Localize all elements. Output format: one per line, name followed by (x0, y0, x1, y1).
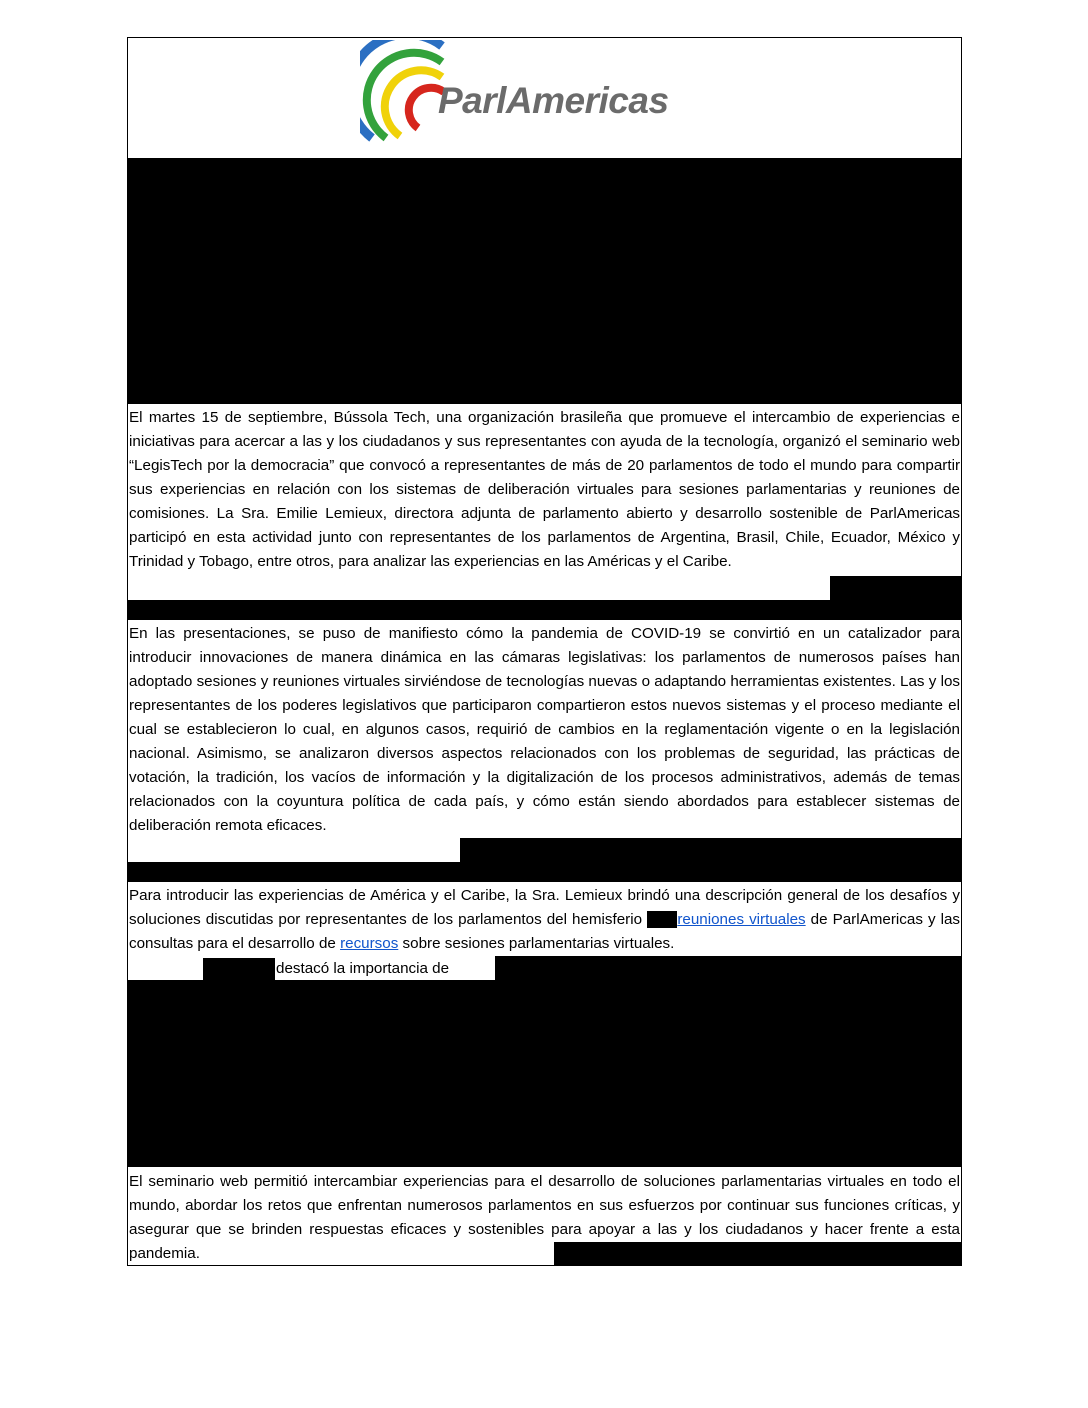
redacted-inline-2 (203, 958, 275, 980)
redacted-block-4 (128, 862, 961, 882)
paragraph-3 (128, 884, 961, 956)
paragraph-3-text-c: sobre sesiones parlamentarias virtuales. (398, 935, 675, 952)
redacted-block-6 (128, 980, 961, 1167)
paragraph-4-text: El seminario web permitió intercambiar experiencias para el desarrollo de soluciones parlamentarias virtuales en todo el mundo, abordar los retos que enfrentan numerosos parlamentos en sus esfuerzos por continuar sus funciones críticas, y asegurar que se brinden respuestas eficaces y sostenibles para apoyar a las y los ciudadanos y hacer frente a esta pandemia. (129, 1173, 960, 1262)
redacted-block-1 (830, 576, 961, 600)
redacted-block-3 (460, 838, 961, 862)
redacted-block-2 (128, 600, 961, 620)
paragraph-1-text: El martes 15 de septiembre, Bússola Tech, una organización brasileña que promueve el intercambio de experiencias e iniciativas para acercar a las y los ciudadanos y sus representantes con ayuda de la tecnología, organizó el seminario web “LegisTech por la democracia” que convocó a representantes de más de 20 parlamentos de todo el mundo para compartir sus experiencias en relación con los sistemas de deliberación virtuales para sesiones parlamentarias y reuniones de comisiones. La Sra. Emilie Lemieux, directora adjunta de parlamento abierto y desarrollo sostenible de ParlAmericas participó en esta actividad junto con representantes de los parlamentos de Argentina, Brasil, Chile, Ecuador, México y Trinidad y Tobago, entre otros, para analizar las experiencias en las Américas y el Caribe. (129, 409, 960, 570)
redacted-block-5 (495, 956, 961, 980)
paragraph-2 (128, 622, 961, 838)
redacted-inline-1 (647, 911, 677, 928)
paragraph-3-text-b: de ParlAmericas y las consultas para el desarrollo de (129, 911, 960, 952)
link-recursos[interactable]: recursos (340, 935, 399, 952)
paragraph-1 (128, 406, 961, 574)
parlamericas-logo (360, 40, 740, 152)
redacted-block-header (128, 158, 961, 404)
redacted-block-7 (554, 1242, 961, 1266)
document-page (127, 37, 962, 1266)
logo-wordmark: ParlAmericas (438, 80, 669, 121)
link-reuniones-virtuales[interactable]: reuniones virtuales (677, 911, 806, 928)
paragraph-3-text-d: destacó la importancia de (276, 960, 450, 977)
paragraph-2-text: En las presentaciones, se puso de manifiesto cómo la pandemia de COVID-19 se convirtió en un catalizador para introducir innovaciones de manera dinámica en las cámaras legislativas: los parlamentos de numerosos países han adoptado sesiones y reuniones virtuales sirviéndose de tecnologías nuevas o adaptando herramientas existentes. Las y los representantes de los poderes legislativos que participaron compartieron estos nuevos sistemas y el proceso mediante el cual se establecieron lo cual, en algunos casos, requirió de cambios en la reglamentación vigente o en la legislación nacional. Asimismo, se analizaron diversos aspectos relacionados con los problemas de seguridad, las prácticas de votación, la tradición, los vacíos de información y la digitalización de los procesos administrativos, además de temas relacionados con la coyuntura política de cada país, y cómo están siendo abordados para establecer sistemas de deliberación remota eficaces. (129, 625, 960, 834)
paragraph-3-text-a: Para introducir las experiencias de América y el Caribe, la Sra. Lemieux brindó una descripción general de los desafíos y soluciones discutidas por representantes de los parlamentos del hemisferio (129, 887, 960, 928)
